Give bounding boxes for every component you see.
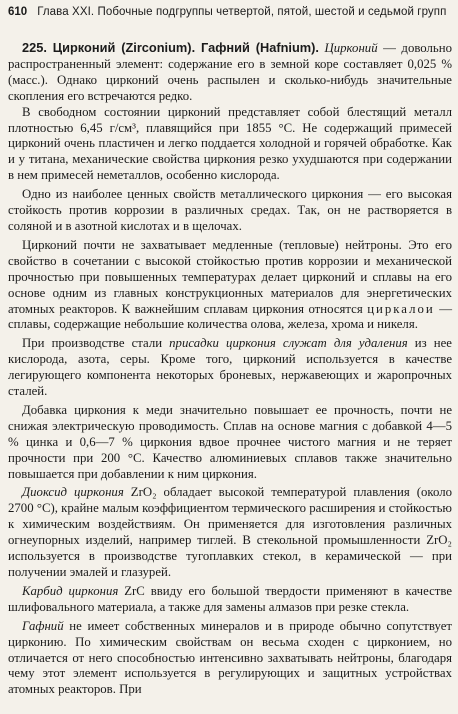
section-intro <box>8 40 452 105</box>
p4-text-a: При производстве стали <box>22 336 170 351</box>
p6-text: ZrO₂ обладает высокой температурой плавления (около 2700 °С), крайне малым коэффициентом термического расширения и стойкостью к химическим воздействиям. Он применяется для изготовления различных огнеупорных изделий, например тиглей. В стекольной промышленности ZrO₂ используется в производстве тугоплавких стекол, в керамической — при получении эмалей и глазурей. <box>8 485 452 579</box>
paragraph-5: Добавка циркония к меди значительно повышает ее прочность, почти не снижая электрическую проводимость. Сплав на основе магния с добавкой 4—5 % цинка и 0,6—7 % циркония вдвое прочнее чистого магния и не теряет прочности при 200 °С. Качество алюминиевых сплавов также значительно повышается при добавлении к ним циркония. <box>8 402 452 481</box>
paragraph-4 <box>8 336 452 400</box>
lead-text: — довольно распространенный элемент: содержание его в земной коре составляет 0,025 % (масс.). Однако цирконий очень распылен и сколько-нибудь значительные скопления его встречаются редко. <box>8 41 452 103</box>
p8-term: Гафний <box>22 618 64 633</box>
paragraph-1: В свободном состоянии цирконий представляет собой блестящий металл плотностью 6,45 г/см³, плавящийся при 1855 °С. Не содержащий примесей цирконий очень пластичен и легко поддается холодной и горячей обработке. Как и у титана, механические свойства циркония резко ухудшаются при содержании в нем примесей неметаллов, особенно кислорода. <box>8 104 452 183</box>
paragraph-8 <box>8 619 452 699</box>
p3-spaced-term: циркалои <box>367 301 435 316</box>
p7-text: ZrC ввиду его большой твердости применяют в качестве шлифовального материала, а также для замены алмазов при резке стекла. <box>8 583 452 614</box>
section-heading: 225. Цирконий (Zirconium). Гафний (Hafnium). <box>22 40 319 55</box>
chapter-title: Глава XXI. Побочные подгруппы четвертой, пятой, шестой и седьмой групп <box>37 6 447 18</box>
p6-term: Диоксид циркония <box>22 485 124 500</box>
paragraph-2: Одно из наиболее ценных свойств металлического циркония — его высокая стойкость против коррозии в различных средах. Так, он не растворяется в соляной и в азотной кислотах и в щелочах. <box>8 187 452 233</box>
p7-term: Карбид циркония <box>22 583 119 598</box>
p4-italic: присадки циркония служат для удаления <box>169 336 408 351</box>
p4-text-b: из нее кислорода, азота, серы. Кроме того, цирконий используется в качестве легирующего компонента некоторых броневых, нержавеющих и жаропрочных сталей. <box>8 336 452 399</box>
page-number: 610 <box>8 6 28 18</box>
lead-term: Цирконий <box>324 41 378 55</box>
body-text <box>8 40 452 698</box>
paragraph-6 <box>8 485 452 580</box>
p3-text-a: Цирконий почти не захватывает медленные (тепловые) нейтроны. Это его свойство в сочетании с высокой стойкостью против коррозии и механической прочностью при повышенных температурах делает цирконий и сплавы на его основе одним из главных конструкционных материалов для энергетических атомных реакторов. К важнейшим сплавам циркония относятся <box>8 237 452 316</box>
running-header <box>8 4 452 20</box>
p8-text: не имеет собственных минералов и в природе обычно сопутствует цирконию. По химическим свойствам он весьма сходен с цирконием, но отличается от него способностью интенсивно захватывать нейтроны, благодаря чему этот элемент используется в регулирующих и защитных устройствах атомных реакторов. При <box>8 618 452 697</box>
paragraph-3 <box>8 238 452 333</box>
paragraph-7 <box>8 584 452 616</box>
p3-text-b: — сплавы, содержащие небольшие количества олова, железа, хрома и никеля. <box>8 301 452 332</box>
